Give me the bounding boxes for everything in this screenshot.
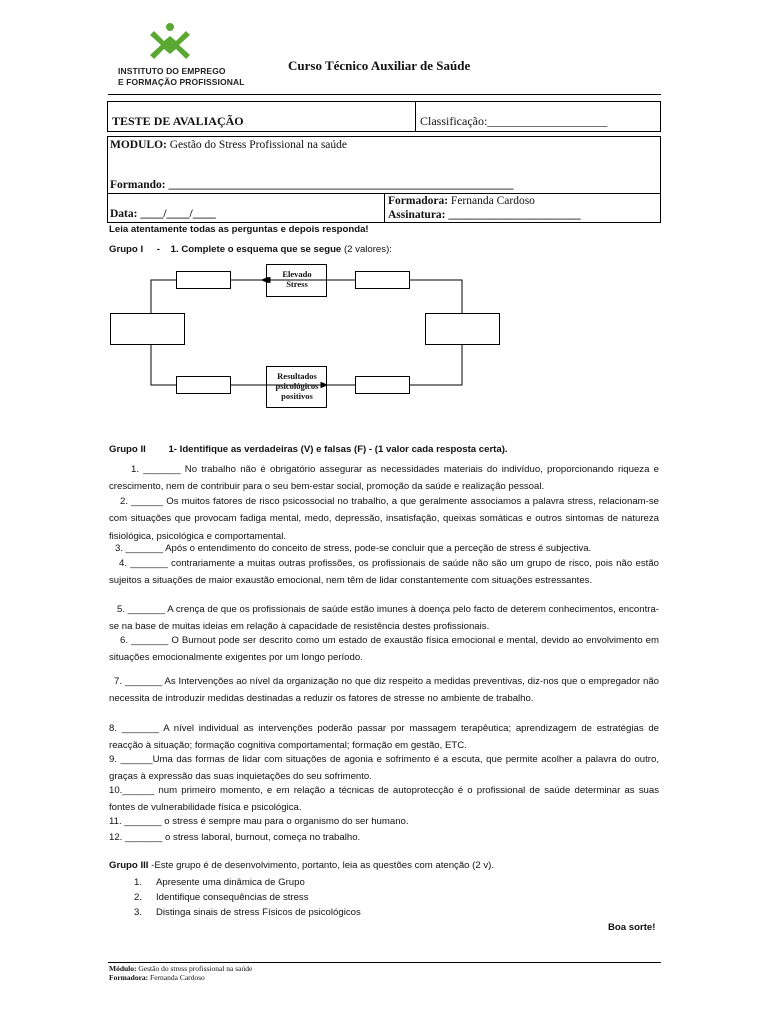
grupo2-item-1: 1. _______ No trabalho não é obrigatório assegurar as necessidades materiais do indivíduo, proporcionando riqueza e crescimento, nem de contribuir para o seu bem-estar social, promoção da saúde e realização pessoal. xyxy=(109,464,659,493)
diagram-blank-right[interactable] xyxy=(425,313,500,345)
trainer-label: Formadora: xyxy=(388,195,449,207)
grupo2-item-9: 9. ______Uma das formas de lidar com situações de agonia e sofrimento é a escuta, que permite acolher a palavra do outro, graças à expressão das suas inquietações do seu sofrimento. xyxy=(109,754,659,783)
module-label: MODULO: xyxy=(110,139,167,151)
diagram-blank-bottom-left[interactable] xyxy=(176,376,231,394)
diagram-box-bottom xyxy=(266,366,327,408)
diagram-label-top: Elevado Stress xyxy=(282,269,312,289)
signature-field[interactable]: Assinatura: _______________________ xyxy=(388,209,581,221)
footer-divider xyxy=(108,962,661,963)
module-cell xyxy=(107,136,661,194)
grupo1-dash: - xyxy=(156,244,160,255)
grupo3-question-1 xyxy=(134,877,305,888)
footer-trainer-label: Formadora: xyxy=(109,973,149,982)
date-field[interactable]: Data: ____/____/____ xyxy=(110,208,216,220)
grupo2-item-5: 5. _______ A crença de que os profissionais de saúde estão imunes à doença pelo facto de deterem conhecimentos, encontra-se na base de muitas ideias em relação à capacidade de resistência destes profissionais. xyxy=(109,604,659,633)
instruction-text: Leia atentamente todas as perguntas e depois responda! xyxy=(109,224,369,235)
grupo2-item-7: 7. _______ As Intervenções ao nível da organização no que diz respeito a medidas preventivas, diz-nos que o empregador não necessita de introduzir medidas destinadas a reduzir os fatores de stresse no ambiente de trabalho. xyxy=(109,676,659,705)
grupo1-points: (2 valores): xyxy=(341,244,392,255)
grupo3-question-1-num: 1. xyxy=(134,877,143,888)
diagram-blank-bottom-right[interactable] xyxy=(355,376,410,394)
logo-text-line2: E FORMAÇÃO PROFISSIONAL xyxy=(118,77,245,87)
closing-text: Boa sorte! xyxy=(608,922,656,933)
grupo3-question-3-text: Distinga sinais de stress Físicos de psicológicos xyxy=(156,907,361,918)
classification-field[interactable]: Classificação:____________________ xyxy=(420,114,608,128)
iefp-logo xyxy=(108,22,245,88)
grupo3-question-3 xyxy=(134,907,361,918)
trainer-cell xyxy=(384,193,661,223)
footer-module-label: Módulo: xyxy=(109,964,137,973)
classification-cell xyxy=(415,101,661,132)
diagram-blank-top-left[interactable] xyxy=(176,271,231,289)
header-divider xyxy=(108,94,661,95)
diagram-blank-left[interactable] xyxy=(110,313,185,345)
grupo2-item-2: 2. ______ Os muitos fatores de risco psicossocial no trabalho, a que geralmente associamos a palavra stress, relacionam-se com situações que provocam fadiga mental, medo, depressão, insatisfação, queixas somáticas e outros sintomas de natureza fisiológica, psicológica e comportamental. xyxy=(109,496,659,542)
student-field[interactable]: Formando: ____________________________________________________________ xyxy=(110,179,514,191)
grupo3-label: Grupo III xyxy=(109,860,149,871)
grupo2-heading xyxy=(109,444,508,455)
grupo1-question: 1. Complete o esquema que se segue xyxy=(170,244,342,255)
grupo1-label: Grupo I xyxy=(109,244,144,255)
grupo3-heading xyxy=(109,860,494,871)
trainer-line xyxy=(388,195,535,207)
iefp-logo-icon xyxy=(148,22,192,62)
grupo2-item-8: 8. _______ A nível individual as intervenções poderão passar por massagem terapêutica; aprendizagem de estratégias de reacção à situação; formação cognitiva comportamental; formação em gestão, ETC. xyxy=(109,723,659,752)
grupo2-item-10: 10.______ num primeiro momento, e em relação a técnicas de autoprotecção é o profissional de saúde determinar as suas fontes de vulnerabilidade física e psicológica. xyxy=(109,785,659,814)
grupo1-heading xyxy=(109,244,392,255)
grupo2-item-12: 12. _______ o stress laboral, burnout, começa no trabalho. xyxy=(109,832,361,843)
grupo3-intro: -Este grupo é de desenvolvimento, portanto, leia as questões com atenção (2 v). xyxy=(148,860,495,871)
diagram-label-bottom: Resultados psicológicos positivos xyxy=(275,371,319,401)
grupo3-question-1-text: Apresente uma dinâmica de Grupo xyxy=(156,877,305,888)
date-cell xyxy=(107,193,385,223)
grupo2-item-4: 4. _______ contrariamente a muitas outras profissões, os profissionais de saúde não são um grupo de risco, pois não estão sujeitos a situações de maior exaustão emocional, nem têm de lidar constantemente com situações estressantes. xyxy=(109,558,659,587)
diagram-box-top xyxy=(266,264,327,297)
grupo2-label: Grupo II xyxy=(109,444,146,455)
test-title: TESTE DE AVALIAÇÃO xyxy=(112,114,244,128)
module-line xyxy=(110,139,347,151)
footer-trainer xyxy=(109,973,205,982)
grupo2-item-6: 6. _______ O Burnout pode ser descrito como um estado de exaustão física emocional e mental, devido ao envolvimento em situações emocionalmente exigentes por um longo período. xyxy=(109,635,659,664)
grupo3-question-2-num: 2. xyxy=(134,892,143,903)
test-title-cell xyxy=(107,101,416,132)
grupo2-question: 1- Identifique as verdadeiras (V) e falsas (F) - xyxy=(168,444,373,455)
grupo2-points: (1 valor cada resposta certa). xyxy=(372,444,508,455)
course-title: Curso Técnico Auxiliar de Saúde xyxy=(288,58,471,73)
module-value: Gestão do Stress Profissional na saúde xyxy=(166,139,348,151)
footer-trainer-value: Fernanda Cardoso xyxy=(148,973,205,982)
grupo2-item-3: 3. _______ Após o entendimento do conceito de stress, pode-se concluir que a perceção de stress é subjectiva. xyxy=(115,543,592,554)
grupo3-question-2 xyxy=(134,892,309,903)
grupo3-question-3-num: 3. xyxy=(134,907,143,918)
trainer-value: Fernanda Cardoso xyxy=(448,195,535,207)
diagram-blank-top-right[interactable] xyxy=(355,271,410,289)
footer-module xyxy=(109,964,252,973)
footer-module-value: Gestão do stress profissional na saúde xyxy=(136,964,253,973)
grupo2-item-11: 11. _______ o stress é sempre mau para o organismo do ser humano. xyxy=(109,816,409,827)
grupo3-question-2-text: Identifique consequências de stress xyxy=(156,892,309,903)
logo-text-line1: INSTITUTO DO EMPREGO xyxy=(118,66,226,76)
